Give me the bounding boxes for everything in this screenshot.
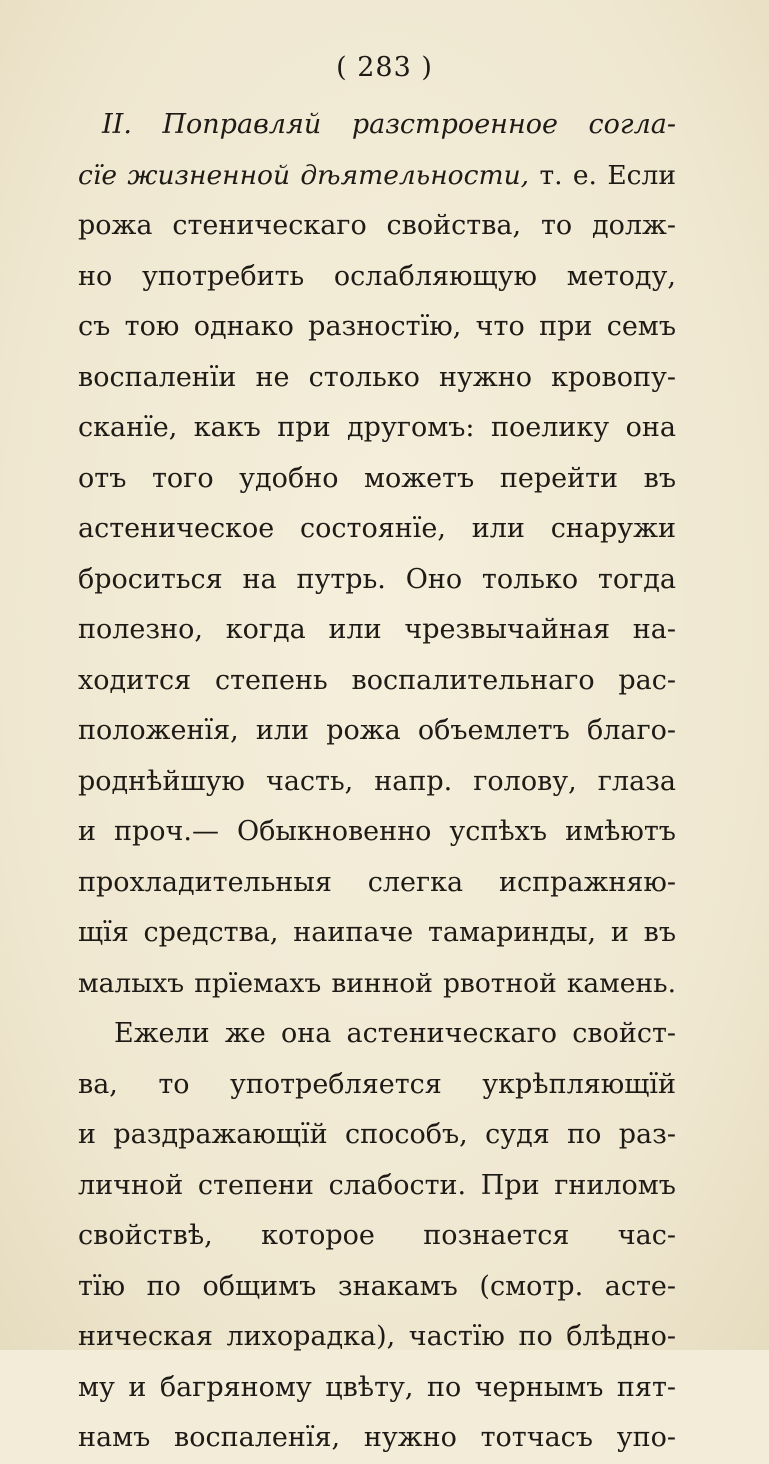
text-line — [78, 252, 676, 303]
text-segment: ва, то употребляется укрѣпляющїй — [78, 1068, 676, 1100]
text-segment: тїю по общимъ знакамъ (смотр. асте- — [78, 1270, 676, 1302]
text-line — [78, 959, 676, 1010]
italic-text: II. Поправляй разстроенное согла- — [102, 109, 676, 140]
text-line — [78, 605, 676, 656]
text-segment: положенїя, или рожа объемлетъ благо- — [78, 715, 676, 746]
text-line — [78, 1060, 676, 1111]
text-segment: свойствѣ, которое познается час- — [78, 1220, 676, 1251]
text-line — [78, 1009, 676, 1060]
text-line — [78, 454, 676, 505]
text-line — [78, 1262, 676, 1313]
page-number: ( 283 ) — [336, 52, 433, 83]
text-segment: сканїе, какъ при другомъ: поелику она — [78, 412, 676, 443]
text-line — [78, 1413, 676, 1464]
text-segment: му и багряному цвѣту, по чернымъ пят- — [78, 1371, 676, 1403]
italic-text: сїе жизненной дѣятельности, — [78, 159, 530, 191]
text-body — [78, 100, 676, 1464]
text-line — [78, 1161, 676, 1212]
text-segment: ходится степень воспалительнаго рас- — [78, 664, 676, 696]
text-line — [78, 302, 676, 353]
text-line — [78, 1363, 676, 1414]
text-segment: съ тою однако разностїю, что при семъ — [78, 311, 676, 342]
text-segment: намъ воспаленїя, нужно тотчасъ упо- — [78, 1422, 676, 1453]
text-line — [78, 1110, 676, 1161]
text-segment: астеническое состоянїе, или снаружи — [78, 513, 676, 544]
text-line — [78, 555, 676, 606]
text-line — [78, 706, 676, 757]
text-line — [78, 504, 676, 555]
text-line — [78, 1312, 676, 1363]
text-segment: т. е. Если — [529, 159, 676, 191]
text-line — [78, 1211, 676, 1262]
text-segment: воспаленїи не столько нужно кровопу- — [78, 361, 676, 393]
text-segment: полезно, когда или чрезвычайная на- — [78, 614, 676, 645]
text-segment: и проч.— Обыкновенно успѣхъ имѣютъ — [78, 816, 676, 847]
text-line — [78, 656, 676, 707]
text-segment: рожа стеническаго свойства, то долж- — [78, 210, 676, 241]
text-line — [78, 403, 676, 454]
text-line — [78, 151, 676, 202]
text-line — [78, 757, 676, 808]
text-segment: роднѣйшую часть, напр. голову, глаза — [78, 765, 676, 797]
text-line — [78, 201, 676, 252]
text-line — [78, 908, 676, 959]
text-segment: но употребить ослабляющую методу, — [78, 260, 676, 292]
text-segment: отъ того удобно можетъ перейти въ — [78, 462, 676, 494]
text-segment: броситься на путрь. Оно только тогда — [78, 563, 676, 595]
text-segment: и раздражающїй способъ, судя по раз- — [78, 1119, 676, 1150]
text-segment: щїя средства, наипаче тамаринды, и въ — [78, 917, 676, 948]
text-segment: прохладительныя слегка испражняю- — [78, 866, 676, 898]
text-segment: малыхъ прїемахъ винной рвотной камень. — [78, 967, 676, 999]
text-line — [78, 807, 676, 858]
text-segment: ническая лихорадка), частїю по блѣдно- — [78, 1321, 676, 1352]
text-line — [78, 100, 676, 151]
text-line — [78, 858, 676, 909]
text-segment: личной степени слабости. При гниломъ — [78, 1169, 676, 1201]
text-line — [78, 353, 676, 404]
text-segment: Ежели же она астеническаго свойст- — [114, 1018, 676, 1049]
